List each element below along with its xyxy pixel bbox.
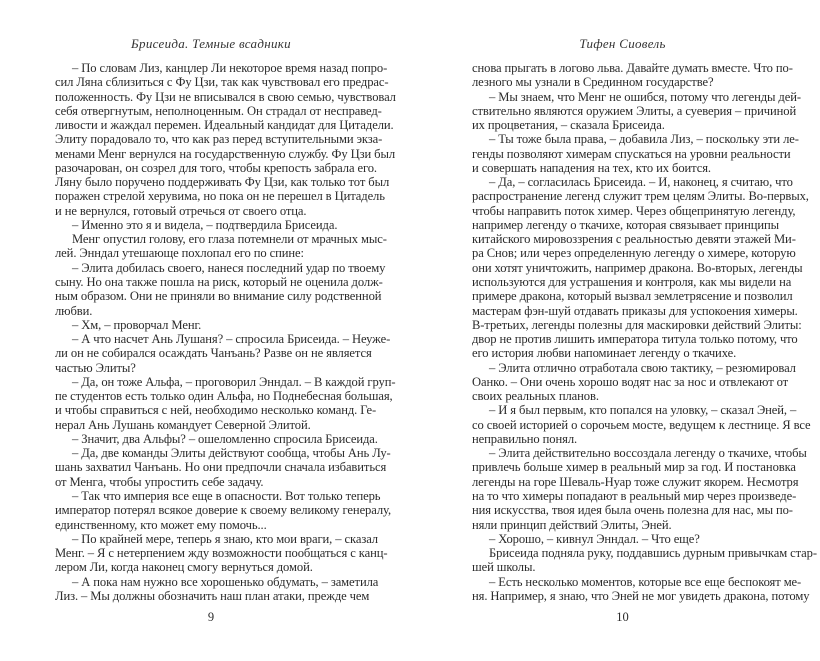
text-line: лей. Энндал утешающе похлопал его по спине: <box>55 246 304 261</box>
text-line: их процветания, – сказала Брисеида. <box>472 118 665 133</box>
text-line: единственному, кто может ему помочь... <box>55 517 267 532</box>
text-line: легенды на горе Шеваль-Нуар тоже служит якорем. Несмотря <box>472 474 799 489</box>
page-number-left: 9 <box>207 610 215 624</box>
text-line: – Так что империя все еще в опасности. Вот только теперь <box>72 488 381 503</box>
running-head-left: Брисеида. Темные всадники <box>131 36 291 51</box>
text-line: себя отвергнутым, неполноценным. Он страдал от несправед- <box>55 103 382 118</box>
text-line: император потерял всякое доверие к своему великому генералу, <box>55 503 392 518</box>
text-line: генды позволяют химерам спускаться на уровни реальности <box>472 146 791 161</box>
left-page-text <box>55 61 396 603</box>
text-line: разочарован, он созрел для того, чтобы крепость забрала его. <box>55 160 377 175</box>
text-line: шей школы. <box>472 560 536 575</box>
text-line: Менг. – Я с нетерпением жду возможности пообщаться с канц- <box>55 546 388 561</box>
text-line: положенность. Фу Цзи не вписывался в свою семью, чувствовал <box>55 89 396 104</box>
text-line: от Менга, чтобы упростить себе задачу. <box>55 474 264 489</box>
text-line: и совершать нападения на тех, кто их боится. <box>472 160 711 175</box>
text-line: неправильно понял. <box>472 431 578 446</box>
text-line: – По крайней мере, теперь я знаю, кто мои враги, – сказал <box>72 531 378 546</box>
text-line: Ляну было поручено поддерживать Фу Цзи, как только тот был <box>55 175 390 190</box>
text-line: – А пока нам нужно все хорошенько обдумать, – заметила <box>72 574 379 589</box>
text-line: – Есть несколько моментов, которые все еще беспокоят ме- <box>489 574 802 589</box>
text-line: – Именно это я и видела, – подтвердила Брисеида. <box>72 217 338 232</box>
text-line: любви. <box>55 303 93 318</box>
page-number-right: 10 <box>616 610 629 624</box>
text-line: китайского мировоззрения с реальностью девяти этажей Ми- <box>472 232 796 247</box>
text-line: – Элита действительно воссоздала легенду о ткачихе, чтобы <box>489 446 807 461</box>
text-line: ным образом. Они не приняли во внимание силу родственной <box>55 289 382 304</box>
text-line: – Мы знаем, что Менг не ошибся, потому что легенды дей- <box>489 89 801 104</box>
text-line: ливости и жаждал перемен. Идеальный кандидат для Цитадели. <box>55 118 394 133</box>
text-line: они хотят уничтожить, например дракона. Во-вторых, легенды <box>472 260 803 275</box>
text-line: – Значит, два Альфы? – ошеломленно спросила Брисеида. <box>72 431 378 446</box>
text-line: – И я был первым, кто попался на уловку, – сказал Эней, – <box>489 403 797 418</box>
text-line: ли он не собирался осаждать Чанъань? Разве он не является <box>55 346 372 361</box>
text-line: Элиту порадовало то, что как раз перед вступительными экза- <box>55 132 383 147</box>
text-line: – Элита отлично отработала свою тактику, – резюмировал <box>489 360 796 375</box>
text-line: его история любви напоминает легенду о ткачихе. <box>472 346 737 361</box>
running-head-right: Тифен Сиовель <box>579 36 666 51</box>
text-line: лезного мы узнали в Срединном государстве? <box>472 75 714 90</box>
text-line: и не вернулся, готовый отречься от своего отца. <box>55 203 307 218</box>
text-line: няли принцип действий Элиты, Эней. <box>472 517 672 532</box>
text-line: ня. Например, я знаю, что Эней не мог увидеть дракона, потому <box>472 588 810 603</box>
text-line: например легенду о ткачихе, которая связывает принципы <box>472 217 779 232</box>
text-line: шань захватил Чанъань. Но они предпочли сначала избавиться <box>55 460 387 475</box>
text-line: привлечь больше химер в реальный мир за год. И постановка <box>472 460 796 475</box>
text-line: пе студентов есть только один Альфа, но Поднебесная большая, <box>55 389 393 404</box>
text-line: со своей историей о сорочьем мосте, ведущем к лестнице. Я все <box>472 417 811 432</box>
text-line: примере дракона, который вызвал землетрясение и позволил <box>472 289 793 304</box>
text-line: – Хорошо, – кивнул Энндал. – Что еще? <box>489 531 700 546</box>
text-line: – А что насчет Ань Лушаня? – спросила Брисеида. – Неуже- <box>72 332 391 347</box>
text-line: своих реальных планов. <box>472 389 599 404</box>
text-line: – Ты тоже была права, – добавила Лиз, – поскольку эти ле- <box>489 132 799 147</box>
text-line: – Да, две команды Элиты действуют сообща, чтобы Ань Лу- <box>72 446 391 461</box>
text-line: используются для устрашения и контроля, как мы видели на <box>472 274 792 289</box>
text-line: нерал Ань Лушань командует Северной Элитой. <box>55 417 311 432</box>
text-line: ствительно являются оружием Элиты, а суеверия – причиной <box>472 103 797 118</box>
text-line: распространение легенд служит трем целям Элиты. Во-первых, <box>472 189 809 204</box>
text-line: снова прыгать в логово льва. Давайте думать вместе. Что по- <box>472 61 793 75</box>
text-line: сил Ляна сблизиться с Фу Цзи, так как чувствовал его предрас- <box>55 75 389 90</box>
text-line: – Да, – согласилась Брисеида. – И, наконец, я считаю, что <box>489 175 793 190</box>
text-line: частью Элиты? <box>55 360 136 375</box>
text-line: – Да, он тоже Альфа, – проговорил Энндал. – В каждой груп- <box>72 374 396 389</box>
text-line: Оанко. – Они очень хорошо водят нас за нос и отвлекают от <box>472 374 789 389</box>
text-line: – Элита добилась своего, нанеся последний удар по твоему <box>72 260 386 275</box>
text-line: поражен стрелой херувима, но пока он не перешел в Цитадель <box>55 189 385 204</box>
text-line: сыну. Но она также пошла на риск, который не оценила долж- <box>55 274 383 289</box>
text-line: двор не против лишить императора титула только потому, что <box>472 332 798 347</box>
text-line: чтобы направить поток химер. Через общепринятую легенду, <box>472 203 796 218</box>
right-page <box>410 0 820 661</box>
text-line: Менг опустил голову, его глаза потемнели от мрачных мыс- <box>72 232 387 247</box>
text-line: на то что химеры попадают в реальный мир через произведе- <box>472 488 797 503</box>
text-line: В-третьих, легенды полезны для маскировки действий Элиты: <box>472 317 802 332</box>
text-line: лером Ли, когда наконец смогу вернуться домой. <box>55 560 313 575</box>
text-line: ра Снов; или через определенную легенду о химере, которую <box>472 246 796 261</box>
right-page-text <box>472 61 817 603</box>
text-line: менами Менг вернулся на государственную службу. Фу Цзи был <box>55 146 396 161</box>
text-line: и чтобы справиться с ней, необходимо несколько команд. Ге- <box>55 403 377 418</box>
text-line: Брисеида подняла руку, поддавшись дурным привычкам стар- <box>489 546 817 561</box>
text-line: Лиз. – Мы должны обозначить наш план атаки, прежде чем <box>55 588 370 603</box>
text-line: мастерам фэн-шуй отдавать приказы для успокоения химеры. <box>472 303 798 318</box>
text-line: – Хм, – проворчал Менг. <box>72 317 202 332</box>
text-line: – По словам Лиз, канцлер Ли некоторое время назад попро- <box>72 61 388 75</box>
text-line: ния искусства, твоя идея была очень полезна для нас, мы по- <box>472 503 793 518</box>
